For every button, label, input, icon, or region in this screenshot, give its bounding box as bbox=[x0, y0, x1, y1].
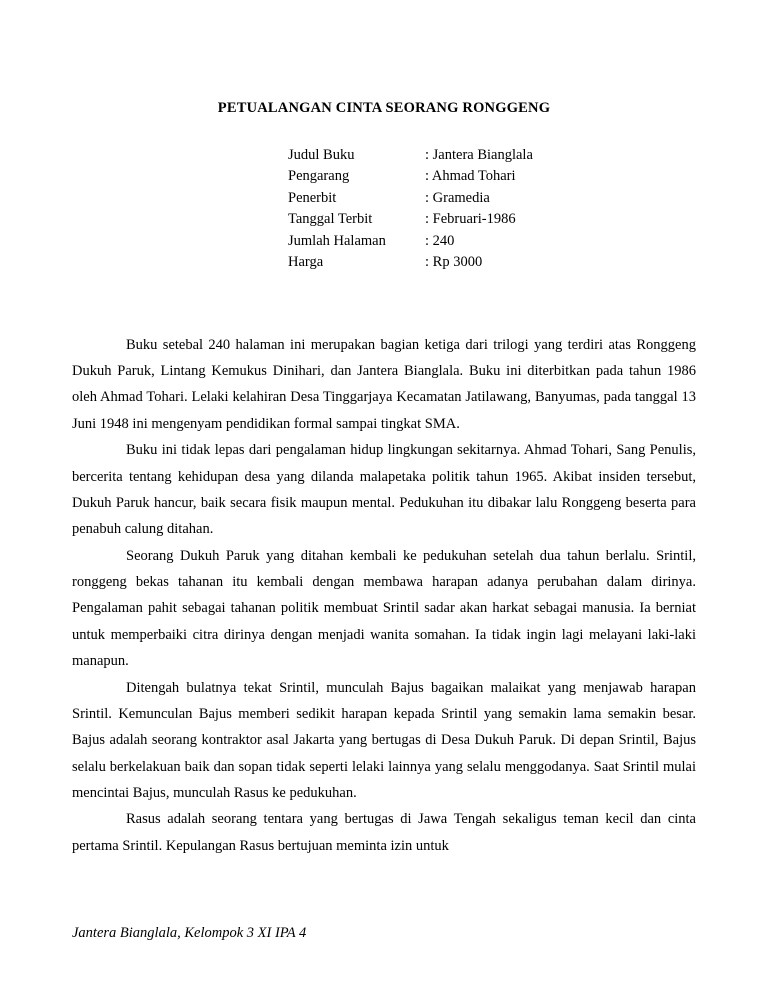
body-paragraph: Ditengah bulatnya tekat Srintil, munculah Bajus bagaikan malaikat yang menjawab harapan Srintil. Kemunculan Bajus memberi sedikit harapan kepada Srintil yang semakin lama semakin besar. Bajus adalah seorang kontraktor asal Jakarta yang bertugas di Desa Dukuh Paruk. Di depan Srintil, Bajus selalu berkelakuan baik dan sopan tidak seperti lelaki lainnya yang selalu menggodanya. Saat Srintil mulai mencintai Bajus, munculah Rasus ke pedukuhan. bbox=[72, 679, 696, 802]
metadata-label: Pengarang bbox=[288, 168, 350, 185]
metadata-label: Tanggal Terbit bbox=[288, 211, 373, 228]
book-metadata-block bbox=[288, 145, 696, 274]
body-paragraph: Rasus adalah seorang tentara yang bertugas di Jawa Tengah sekaligus teman kecil dan cinta pertama Srintil. Kepulangan Rasus bertujuan meminta izin untuk bbox=[72, 811, 696, 854]
metadata-value: : Februari-1986 bbox=[425, 211, 516, 228]
metadata-value: : Rp 3000 bbox=[425, 254, 483, 271]
metadata-label: Jumlah Halaman bbox=[288, 232, 386, 249]
metadata-row bbox=[288, 209, 696, 230]
metadata-label: Penerbit bbox=[288, 189, 337, 206]
metadata-value: : Jantera Bianglala bbox=[425, 147, 533, 163]
body-paragraph: Buku setebal 240 halaman ini merupakan bagian ketiga dari trilogi yang terdiri atas Ronggeng Dukuh Paruk, Lintang Kemukus Dinihari, dan Jantera Bianglala. Buku ini diterbitkan pada tahun 1986 oleh Ahmad Tohari. Lelaki kelahiran Desa Tinggarjaya Kecamatan Jatilawang, Banyumas, pada tanggal 13 Juni 1948 ini mengenyam pendidikan formal sampai tingkat SMA. bbox=[72, 336, 696, 432]
metadata-row bbox=[288, 145, 696, 166]
metadata-row bbox=[288, 231, 696, 252]
document-body bbox=[72, 332, 696, 860]
metadata-value: : 240 bbox=[425, 232, 455, 249]
metadata-label: Harga bbox=[288, 254, 324, 271]
metadata-label: Judul Buku bbox=[288, 147, 355, 163]
body-paragraph: Seorang Dukuh Paruk yang ditahan kembali ke pedukuhan setelah dua tahun berlalu. Srintil, ronggeng bekas tahanan itu kembali dengan membawa harapan adanya perubahan dalam dirinya. Pengalaman pahit sebagai tahanan politik membuat Srintil sadar akan harkat sebagai manusia. Ia berniat untuk memperbaiki citra dirinya dengan menjadi wanita somahan. Ia tidak ingin lagi melayani laki-laki manapun. bbox=[72, 547, 696, 670]
body-paragraph: Buku ini tidak lepas dari pengalaman hidup lingkungan sekitarnya. Ahmad Tohari, Sang Penulis, bercerita tentang kehidupan desa yang dilanda malapetaka politik tahun 1965. Akibat insiden tersebut, Dukuh Paruk hancur, baik secara fisik maupun mental. Pedukuhan itu dibakar lalu Ronggeng beserta para penabuh calung ditahan. bbox=[72, 442, 696, 538]
metadata-row bbox=[288, 188, 696, 209]
page-footer: Jantera Bianglala, Kelompok 3 XI IPA 4 bbox=[72, 925, 307, 941]
metadata-row bbox=[288, 252, 696, 273]
metadata-value: : Gramedia bbox=[425, 189, 490, 206]
page-title: PETUALANGAN CINTA SEORANG RONGGENG bbox=[217, 100, 551, 116]
metadata-row bbox=[288, 166, 696, 187]
metadata-value: : Ahmad Tohari bbox=[425, 168, 516, 185]
